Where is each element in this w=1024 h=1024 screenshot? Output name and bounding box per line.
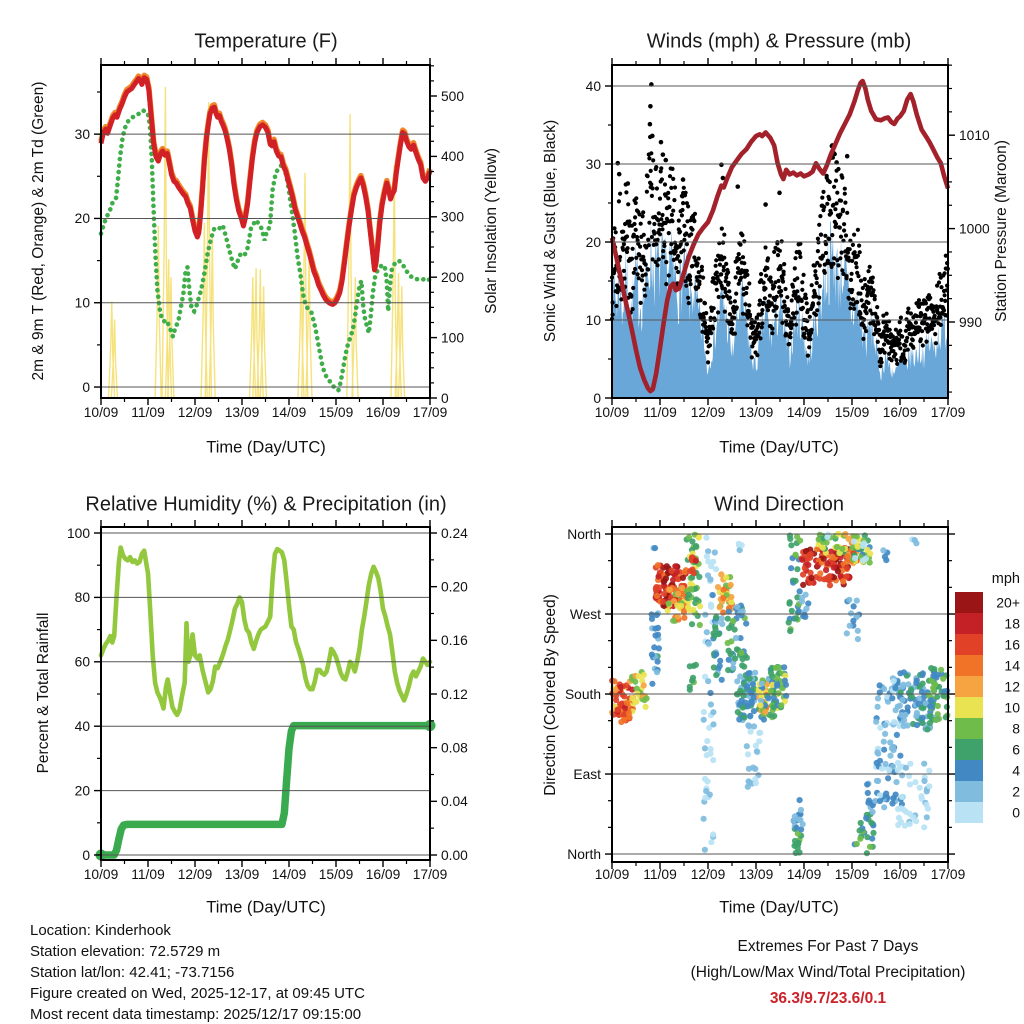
svg-text:East: East [573, 766, 601, 782]
svg-text:12/09: 12/09 [690, 405, 726, 420]
svg-text:mph: mph [991, 571, 1020, 587]
svg-text:11/09: 11/09 [643, 867, 677, 882]
winds-pressure-chart [610, 81, 950, 398]
humidity-xaxis-label: Time (Day/UTC) [206, 898, 326, 917]
svg-text:60: 60 [74, 654, 90, 670]
svg-text:16/09: 16/09 [365, 405, 401, 420]
dewpoint-series [101, 111, 430, 391]
temperature-yaxis-right-label: Solar Insolation (Yellow) [483, 148, 500, 314]
wind-direction-xaxis-label: Time (Day/UTC) [719, 898, 839, 917]
svg-text:0.24: 0.24 [441, 525, 468, 541]
svg-text:100: 100 [66, 525, 90, 541]
svg-text:40: 40 [74, 719, 90, 734]
svg-text:1000: 1000 [959, 221, 990, 237]
svg-text:13/09: 13/09 [224, 867, 260, 882]
humidity-yaxis-left-label: Percent & Total Rainfall [35, 612, 52, 774]
extremes-title: Extremes For Past 7 Days [737, 938, 919, 955]
svg-text:10: 10 [585, 312, 601, 328]
svg-text:16/09: 16/09 [882, 405, 918, 420]
station-latlon: Station lat/lon: 42.41; -73.7156 [30, 964, 235, 981]
wind-direction-yaxis-left-label: Direction (Colored By Speed) [542, 594, 559, 796]
svg-text:14/09: 14/09 [271, 867, 307, 882]
figure-created-timestamp: Figure created on Wed, 2025-12-17, at 09:45 UTC [30, 985, 365, 1002]
svg-text:17/09: 17/09 [412, 405, 448, 420]
svg-text:16/09: 16/09 [365, 867, 401, 882]
svg-text:16/09: 16/09 [882, 867, 918, 882]
svg-text:13/09: 13/09 [738, 867, 774, 882]
svg-text:North: North [567, 846, 601, 862]
svg-text:South: South [564, 686, 601, 702]
svg-text:6: 6 [1012, 741, 1020, 758]
svg-text:17/09: 17/09 [930, 405, 966, 420]
svg-text:West: West [569, 606, 601, 622]
svg-text:8: 8 [1012, 720, 1020, 737]
svg-text:200: 200 [441, 270, 465, 285]
svg-text:10/09: 10/09 [83, 867, 119, 882]
temperature-yaxis-left-label: 2m & 9m T (Red, Orange) & 2m Td (Green) [30, 81, 47, 381]
svg-text:10/09: 10/09 [594, 867, 630, 882]
svg-text:20: 20 [74, 211, 90, 227]
svg-text:100: 100 [441, 330, 465, 346]
svg-text:17/09: 17/09 [412, 867, 448, 882]
svg-text:0: 0 [1012, 804, 1020, 821]
svg-text:12/09: 12/09 [690, 867, 726, 882]
winds-xaxis-label: Time (Day/UTC) [719, 438, 839, 457]
svg-text:0.12: 0.12 [441, 686, 468, 702]
svg-text:0.20: 0.20 [441, 579, 468, 595]
svg-text:12: 12 [1004, 678, 1020, 695]
sonic-wind-fill [612, 211, 948, 398]
humidity-precip-chart [96, 548, 436, 861]
svg-text:North: North [567, 526, 601, 542]
svg-text:0.16: 0.16 [441, 633, 468, 649]
most-recent-data-timestamp: Most recent data timestamp: 2025/12/17 09:15:00 [30, 1006, 362, 1023]
wind-direction-chart-title: Wind Direction [713, 493, 845, 516]
svg-text:0: 0 [82, 379, 90, 395]
svg-text:13/09: 13/09 [738, 405, 774, 420]
svg-text:30: 30 [585, 156, 601, 172]
relative-humidity-series [101, 548, 430, 715]
svg-text:15/09: 15/09 [318, 405, 354, 420]
svg-text:15/09: 15/09 [834, 867, 870, 882]
svg-text:4: 4 [1012, 762, 1020, 779]
svg-text:20+: 20+ [996, 594, 1020, 611]
station-elevation: Station elevation: 72.5729 m [30, 943, 221, 960]
svg-text:500: 500 [441, 88, 465, 104]
svg-text:10/09: 10/09 [83, 405, 119, 420]
svg-text:11/09: 11/09 [643, 405, 677, 420]
svg-text:10/09: 10/09 [594, 405, 630, 420]
svg-text:1010: 1010 [959, 128, 990, 143]
svg-text:300: 300 [441, 209, 465, 225]
svg-text:2: 2 [1012, 783, 1020, 800]
svg-text:15/09: 15/09 [318, 867, 354, 882]
svg-text:14/09: 14/09 [271, 405, 307, 420]
svg-text:30: 30 [74, 126, 90, 142]
svg-text:0.00: 0.00 [441, 847, 468, 863]
svg-text:400: 400 [441, 149, 465, 165]
svg-text:80: 80 [74, 590, 90, 606]
svg-text:14: 14 [1004, 657, 1020, 674]
humidity-precip-chart-title: Relative Humidity (%) & Precipitation (in) [85, 493, 447, 516]
extremes-values: 36.3/9.7/23.6/0.1 [769, 990, 887, 1007]
wind-direction-chart [609, 531, 950, 857]
winds-pressure-chart-title: Winds (mph) & Pressure (mb) [646, 30, 912, 53]
svg-text:0: 0 [441, 390, 449, 406]
svg-text:16: 16 [1004, 636, 1020, 653]
winds-yaxis-right-label: Station Pressure (Maroon) [993, 140, 1010, 322]
svg-text:10: 10 [74, 295, 90, 311]
winds-yaxis-left-label: Sonic Wind & Gust (Blue, Black) [542, 119, 559, 343]
svg-text:14/09: 14/09 [786, 405, 822, 420]
svg-text:990: 990 [959, 314, 983, 330]
svg-text:12/09: 12/09 [177, 405, 213, 420]
svg-text:13/09: 13/09 [224, 405, 260, 420]
extremes-block [691, 934, 966, 1012]
svg-text:0: 0 [82, 847, 90, 863]
svg-text:0.08: 0.08 [441, 740, 468, 756]
svg-text:20: 20 [585, 234, 601, 250]
svg-text:0.04: 0.04 [441, 794, 468, 810]
svg-text:40: 40 [585, 78, 601, 94]
temperature-2m-series [101, 78, 430, 305]
svg-text:17/09: 17/09 [930, 867, 966, 882]
svg-text:12/09: 12/09 [177, 867, 213, 882]
station-location: Location: Kinderhook [30, 922, 171, 939]
station-info-block [30, 920, 365, 1024]
speed-colorbar [955, 592, 983, 823]
svg-text:14/09: 14/09 [786, 867, 822, 882]
temperature-chart-title: Temperature (F) [194, 30, 338, 53]
svg-text:0: 0 [593, 390, 601, 406]
temperature-xaxis-label: Time (Day/UTC) [206, 438, 326, 457]
extremes-subtitle: (High/Low/Max Wind/Total Precipitation) [690, 964, 966, 981]
temperature-chart [101, 75, 430, 398]
svg-text:18: 18 [1004, 615, 1020, 632]
svg-text:11/09: 11/09 [131, 867, 165, 882]
svg-text:11/09: 11/09 [131, 405, 165, 420]
svg-text:10: 10 [1004, 699, 1020, 716]
svg-text:20: 20 [74, 783, 90, 799]
svg-text:15/09: 15/09 [834, 405, 870, 420]
